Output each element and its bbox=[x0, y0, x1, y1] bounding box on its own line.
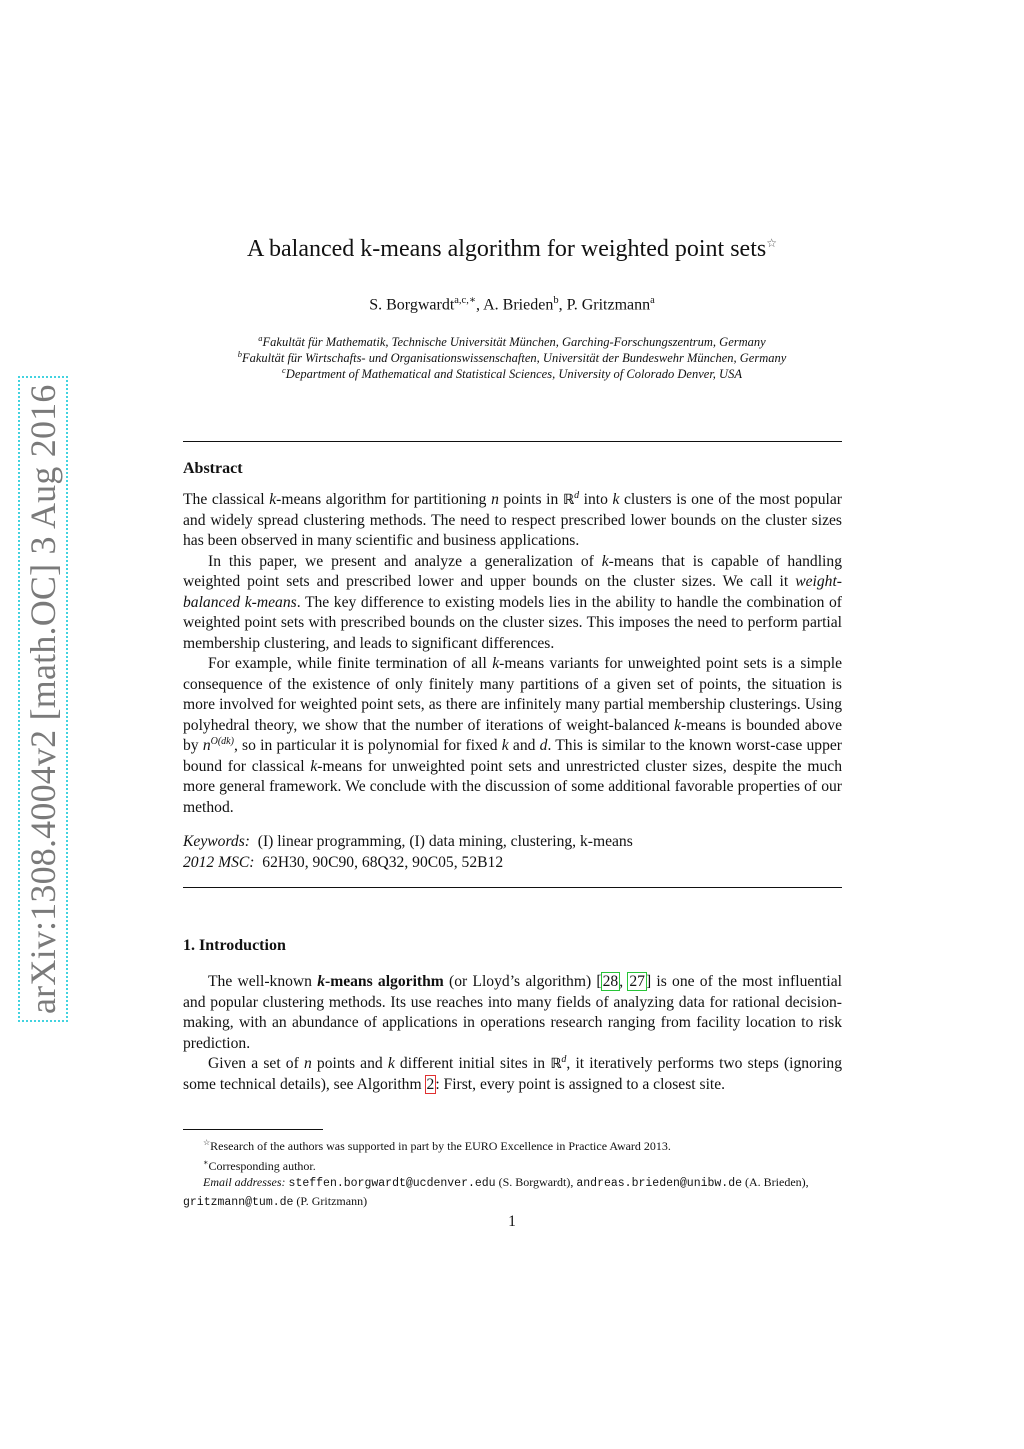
algorithm-link[interactable]: 2 bbox=[426, 1075, 435, 1093]
keywords-label: Keywords: bbox=[183, 833, 250, 850]
abstract-paragraph: The classical k-means algorithm for partitioning n points in ℝ$^d$ into k clusters is one of the most popular and widely spread clustering methods. The need to respect prescribed lower bounds on the cluster sizes has been observed in many scientific and business applications. bbox=[183, 489, 842, 549]
paper-title bbox=[0, 236, 1024, 263]
author-marks[interactable]: a,c,∗ bbox=[454, 295, 476, 306]
abstract-paragraph: For example, while finite termination of all k-means variants for unweighted point sets is a simple consequence of the existence of only finitely many partitions of a given set of points, the situation is more involved for weighted point sets, as there are infinitely many partial membership clusterings. Using polyhedral theory, we show that the number of iterations of weight-balanced k-means is bounded above by $n^{O(dk)}$, so in particular it is polynomial for fixed k and d. This is similar to the known worst-case upper bound for classical k-means for unweighted point sets and unrestricted cluster sizes, despite the much more general framework. We conclude with the discussion of some additional favorable properties of our method. bbox=[183, 655, 843, 816]
author-list: S. Borgwardt$^{a,c,∗}$, A. Brieden$^b$, P. Gritzmann$^a$ bbox=[369, 295, 655, 314]
email-link[interactable]: steffen.borgwardt@ucdenver.edu bbox=[288, 1177, 496, 1190]
keywords-value: (I) linear programming, (I) data mining, clustering, k-means bbox=[257, 833, 633, 850]
abstract-body bbox=[183, 490, 842, 818]
abstract-top-rule bbox=[183, 441, 842, 442]
title-footnote-mark[interactable]: ☆ bbox=[766, 236, 777, 250]
affiliation-c: $^c$Department of Mathematical and Statistical Sciences, University of Colorado Denver, USA bbox=[282, 365, 742, 382]
intro-paragraph: Given a set of n points and k different initial sites in ℝ$^d$, it iteratively performs two steps (ignoring some technical details), see Algorithm 2: First, every point is assigned to a closest site. bbox=[183, 1053, 843, 1093]
abstract-bottom-rule bbox=[183, 887, 842, 888]
msc-label: 2012 MSC: bbox=[183, 854, 255, 871]
bold-term: -means algorithm bbox=[325, 973, 444, 990]
affiliation-b: $^b$Fakultät für Wirtschafts- und Organisationswissenschaften, Universität der Bundeswehr München, Germany bbox=[237, 349, 787, 366]
author-name: P. Gritzmann bbox=[566, 296, 651, 314]
keywords-block bbox=[183, 831, 842, 873]
abstract-paragraph: In this paper, we present and analyze a generalization of k-means that is capable of handling weighted point sets and prescribed lower and upper bounds on the cluster sizes. We call it weight-balanced k-means. The key difference to existing models lies in the ability to handle the combination of weighted point sets with prescribed bounds on the cluster sizes. This imposes the need to perform partial membership clustering, and leads to significant differences. bbox=[183, 552, 842, 652]
page-number: 1 bbox=[508, 1213, 516, 1230]
arxiv-identifier[interactable]: arXiv:1308.4004v2 [math.OC] 3 Aug 2016 bbox=[22, 380, 64, 1018]
footnote-emails: Email addresses: steffen.borgwardt@ucdenver.edu (S. Borgwardt), andreas.brieden@unibw.de (A. Brieden), gritzmann@tum.de (P. Gritzmann) bbox=[183, 1175, 809, 1209]
introduction-body bbox=[183, 972, 842, 1095]
affiliation-a: $^a$Fakultät für Mathematik, Technische Universität München, Garching-Forschungszentrum, Germany bbox=[258, 333, 766, 350]
section-heading: 1. Introduction bbox=[183, 937, 286, 954]
citation-link[interactable]: 28 bbox=[602, 973, 619, 990]
intro-paragraph: The well-known k-means algorithm (or Lloyd’s algorithm) [28, 27] is one of the most influential and popular clustering methods. Its use reaches into many fields of analyzing data for rational decision-making, with an abundance of applications in operations research ranging from facility location to risk prediction. bbox=[183, 973, 843, 1052]
email-link[interactable]: gritzmann@tum.de bbox=[183, 1195, 294, 1209]
footnote-funding: ☆Research of the authors was supported in part by the EURO Excellence in Practice Award 2013. bbox=[203, 1138, 671, 1153]
citation-link[interactable]: 27 bbox=[629, 973, 645, 990]
email-link[interactable]: andreas.brieden@unibw.de bbox=[576, 1177, 743, 1190]
author-marks[interactable]: a bbox=[650, 295, 655, 306]
title-text: A balanced k-means algorithm for weighted point sets bbox=[247, 236, 767, 262]
footnote-rule bbox=[183, 1129, 323, 1130]
msc-value: 62H30, 90C90, 68Q32, 90C05, 52B12 bbox=[262, 854, 504, 871]
author-name: S. Borgwardt bbox=[369, 296, 455, 314]
author-name: A. Brieden bbox=[483, 296, 554, 314]
abstract-heading: Abstract bbox=[183, 460, 243, 477]
footnote-corresponding: ∗Corresponding author. bbox=[203, 1157, 316, 1173]
author-marks[interactable]: b bbox=[553, 295, 559, 306]
footnotes bbox=[183, 1135, 842, 1211]
